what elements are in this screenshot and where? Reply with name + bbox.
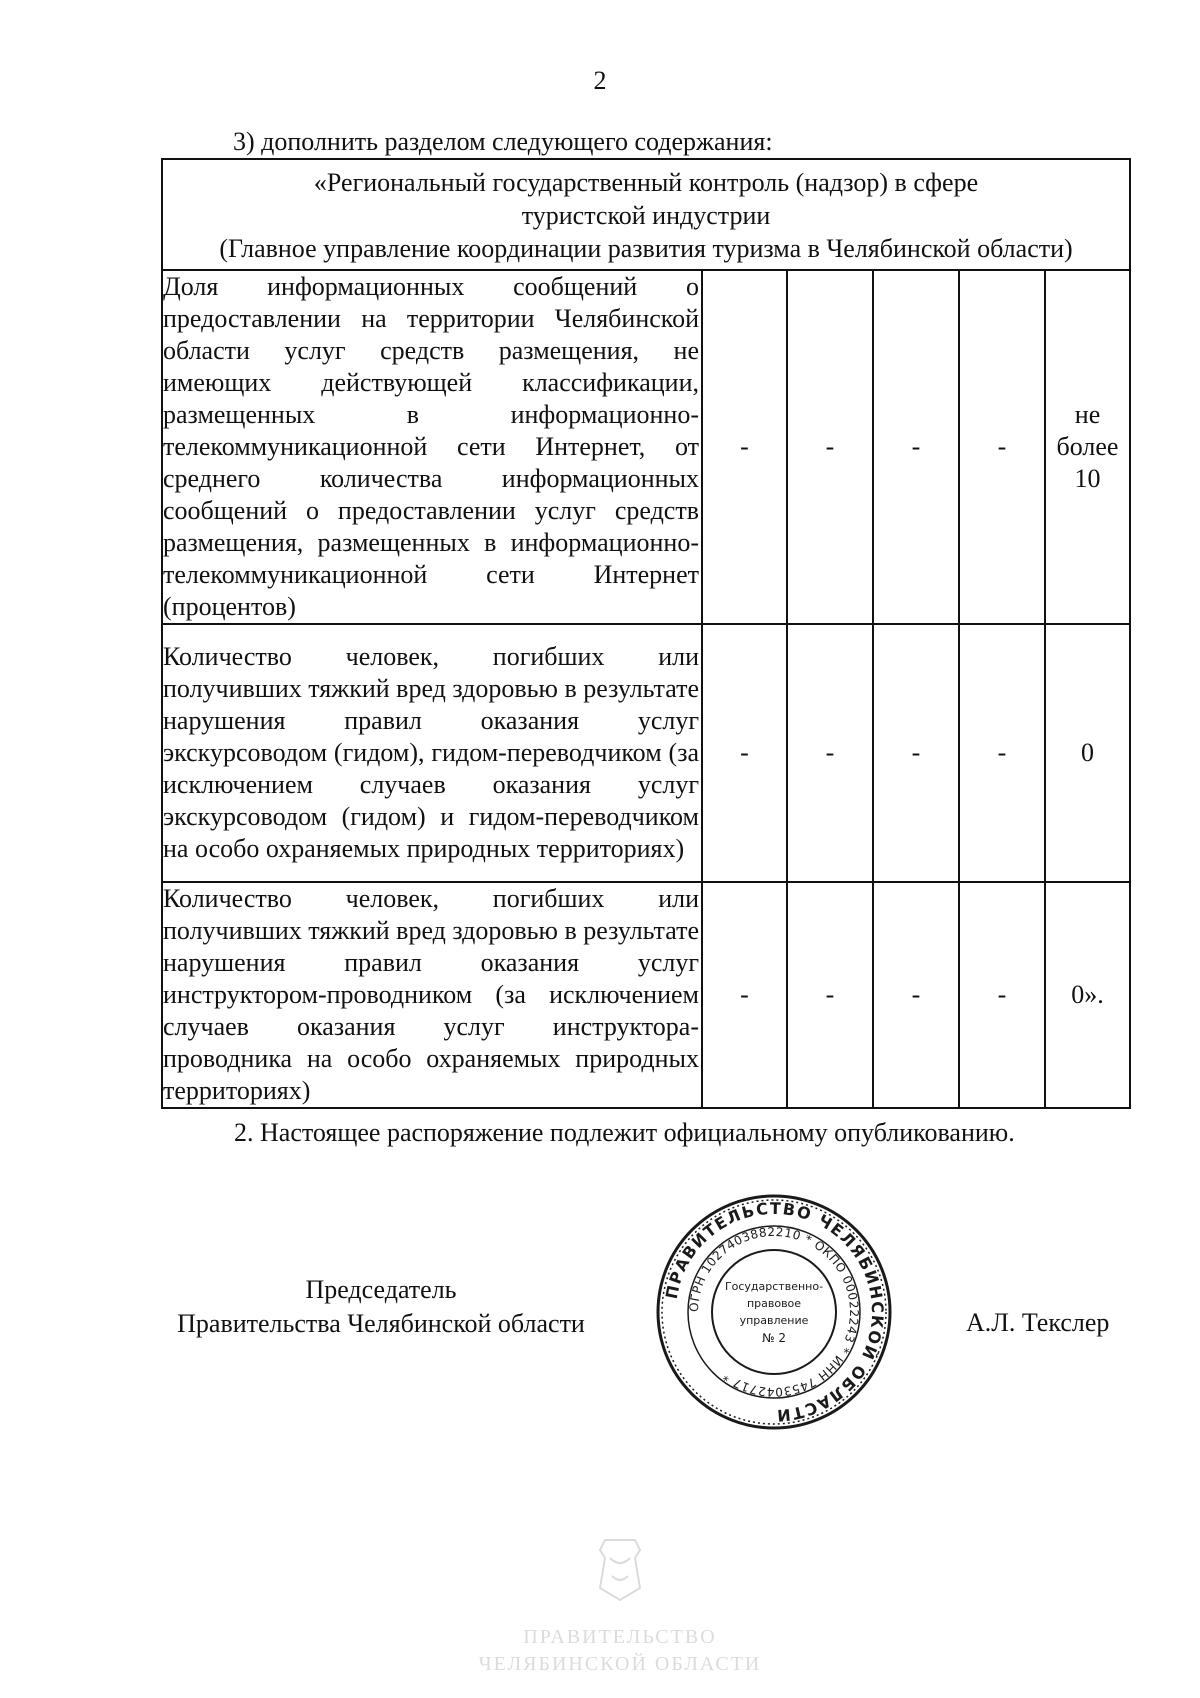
signature-position xyxy=(161,1273,601,1341)
indicator-value: - xyxy=(787,882,873,1108)
indicator-value: - xyxy=(873,882,959,1108)
indicator-target-value: 0 xyxy=(1045,624,1130,882)
target-value-line: 10 xyxy=(1074,464,1101,493)
section-title-line: туристской индустрии xyxy=(521,201,771,230)
official-seal-icon xyxy=(654,1192,894,1432)
page-number: 2 xyxy=(593,66,607,95)
table-row xyxy=(162,882,1130,1108)
indicator-value: - xyxy=(873,270,959,624)
indicators-table xyxy=(161,158,1131,1109)
section-title-line: «Региональный государственный контроль (надзор) в сфере xyxy=(313,168,979,197)
indicator-value: - xyxy=(787,624,873,882)
target-value-line: не xyxy=(1074,400,1101,429)
seal-inner-line: Государственно- xyxy=(724,1280,824,1293)
indicator-label: Доля информационных сообщений о предоставлении на территории Челябинской области услуг средств размещения, не имеющих действующей классификации, размещенных в информационно-телекоммуникационной сети Интернет, от среднего количества информационных сообщений о предоставлении услуг средств размещения, размещенных в информационно-телекоммуникационной сети Интернет (процентов) xyxy=(162,270,702,624)
signer-name: А.Л. Текслер xyxy=(966,1308,1110,1337)
intro-paragraph: 3) дополнить разделом следующего содержания: xyxy=(233,127,773,156)
seal-codes-text: ОГРН 1027403882210 * ОКПО 00022243 * ИНН 7453042717 * xyxy=(686,1224,862,1400)
seal-inner-line: № 2 xyxy=(762,1331,786,1345)
indicator-value: - xyxy=(873,624,959,882)
table-row xyxy=(162,270,1130,624)
indicator-value: - xyxy=(959,882,1045,1108)
indicator-target-value xyxy=(1045,270,1130,624)
seal-inner-line: правовое xyxy=(746,1297,802,1310)
indicator-label: Количество человек, погибших или получивших тяжкий вред здоровью в результате нарушения правил оказания услуг инструктором-проводником (за исключением случаев оказания услуг инструктора-проводника на особо охраняемых природных территориях) xyxy=(162,882,702,1108)
indicator-value: - xyxy=(787,270,873,624)
indicator-value: - xyxy=(702,270,787,624)
section-header-row xyxy=(162,159,1130,270)
watermark-line: ЧЕЛЯБИНСКОЙ ОБЛАСТИ xyxy=(478,1653,762,1675)
signature-position-line: Председатель xyxy=(305,1275,457,1304)
indicator-value: - xyxy=(702,882,787,1108)
section-responsible-body: (Главное управление координации развития туризма в Челябинской области) xyxy=(219,234,1073,263)
indicator-value: - xyxy=(959,270,1045,624)
signature-position-line: Правительства Челябинской области xyxy=(177,1309,585,1338)
decree-item-2: 2. Настоящее распоряжение подлежит официальному опубликованию. xyxy=(234,1118,1015,1147)
target-value-line: более xyxy=(1056,432,1119,461)
watermark-line: ПРАВИТЕЛЬСТВО xyxy=(523,1626,717,1648)
indicator-value: - xyxy=(959,624,1045,882)
indicator-label: Количество человек, погибших или получивших тяжкий вред здоровью в результате нарушения правил оказания услуг экскурсоводом (гидом), гидом-переводчиком (за исключением случаев оказания услуг экскурсоводом (гидом) и гидом-переводчиком на особо охраняемых природных территориях) xyxy=(162,624,702,882)
coat-of-arms-watermark-icon xyxy=(470,1528,770,1688)
section-header xyxy=(162,159,1130,270)
table-row xyxy=(162,624,1130,882)
seal-outer-text: ПРАВИТЕЛЬСТВО ЧЕЛЯБИНСКОЙ ОБЛАСТИ xyxy=(661,1198,888,1426)
indicator-value: - xyxy=(702,624,787,882)
seal-inner-line: управление xyxy=(739,1314,809,1327)
indicator-target-value: 0». xyxy=(1045,882,1130,1108)
